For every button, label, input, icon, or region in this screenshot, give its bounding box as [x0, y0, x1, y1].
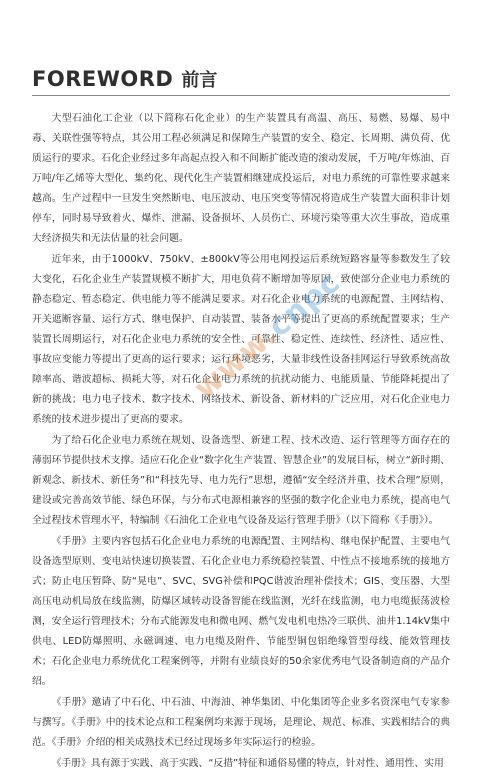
paragraph-6: 《手册》具有源于实践、高于实践、“反措”特征和通俗易懂的特点，针对性、通用性、实用: [51, 758, 444, 769]
watermark-text-part2: cnpc: [261, 264, 348, 345]
foreword-body: [32, 109, 450, 769]
paragraph-5: 《手册》邀请了中石化、中石油、中海油、神华集团、中化集团等企业多名资深电气专家参与撰写。《手册》中的技术论点和工程案例均来源于现场，是理论、规范、标准、实践相结合的典范。《手册》介绍的相关成熟技术已经过现场多年实际运行的检验。: [32, 697, 450, 748]
heading-divider: [32, 95, 450, 96]
paragraph-2: 近年来，由于1000kV、750kV、±800kV等公用电网投运后系统短路容量等参数发生了较大变化，石化企业生产装置规模不断扩大，用电负荷不断增加等原因，致使部分企业电力系统的静态稳定、暂态稳定、供电能力等不能满足要求。对石化企业电力系统的电源配置、主网结构、开关遮断容量、运行方式、继电保护、自动装置、装备水平等提出了更高的系统配置要求；生产装置长周期运行，对石化企业电力系统的安全性、可靠性、稳定性、连续性、经济性、适应性、事故应变能力等提出了更高的运行要求；运行环境恶劣，大量非线性设备挂网运行导致系统高故障率高、谐波超标、损耗大等，对石化企业电力系统的抗扰动能力、电能质量、节能降耗提出了新的挑战；电力电子技术、数字技术、网络技术、新设备、新材料的广泛应用，对石化企业电力系统的技术进步提出了更高的要求。: [32, 254, 450, 425]
paragraph-3: 为了给石化企业电力系统在规划、设备选型、新建工程、技术改造、运行管理等方面存在的薄弱环节提供技术支撑。适应石化企业“数字化生产装置、智慧企业”的发展目标，树立“新时期、新观念、新技术、新任务”和“科技先导、电力先行”思想，遵循“安全经济并重、技术合理”原则，建设或完善高效节能、绿色环保，与分布式电源相兼容的坚强的数字化企业电力系统，提高电气全过程技术管理水平，特编制《石油化工企业电气设备及运行管理手册》（以下简称《手册》）。: [32, 435, 450, 526]
heading-english: FOREWORD: [32, 67, 174, 91]
paragraph-4: 《手册》主要内容包括石化企业电力系统的电源配置、主网结构、继电保护配置、主要电气设备选型原则、变电站快速切换装置、石化企业电力系统稳控装置、中性点不接地系统的接地方式；防止电压暂降、防“晃电”、SVC、SVG补偿和PQC谐波治理补偿技术；GIS、变压器、大型高压电动机局放在线监测，防爆区域转动设备智能在线监测，光纤在线监测，电力电缆振荡波检测，安全运行管理技术；分布式能源发电和微电网、燃气发电机电热冷三联供、油井1.14kV集中供电、LED防爆照明、永磁调速、电力电缆及附件、节能型铜包铝绝缘管型母线、能效管理技术；石化企业电力系统优化工程案例等，并附有业绩良好的50余家优秀电气设备制造商的产品介绍。: [32, 536, 450, 687]
watermark-text-part1: www.: [187, 317, 285, 407]
page-heading: [32, 66, 217, 92]
paragraph-1: 大型石油化工企业（以下简称石化企业）的生产装置具有高温、高压、易燃、易爆、易中毒、关联性强等特点，其公用工程必须满足和保障生产装置的安全、稳定、长周期、满负荷、优质运行的要求。石化企业经过多年高起点投入和不间断扩能改造的滚动发展，千万吨/年炼油、百万吨/年乙烯等大型化、集约化、现代化生产装置相继建成投运后，对电力系统的可靠性要求越来越高。生产过程中一旦发生突然断电、电压波动、电压突变等情况将造成生产装置大面积非计划停车，同时易导致着火、爆炸、泄漏、设备损坏、人员伤亡、环境污染等重大次生事故，造成重大经济损失和无法估量的社会问题。: [32, 113, 450, 244]
heading-chinese: 前言: [181, 70, 218, 91]
